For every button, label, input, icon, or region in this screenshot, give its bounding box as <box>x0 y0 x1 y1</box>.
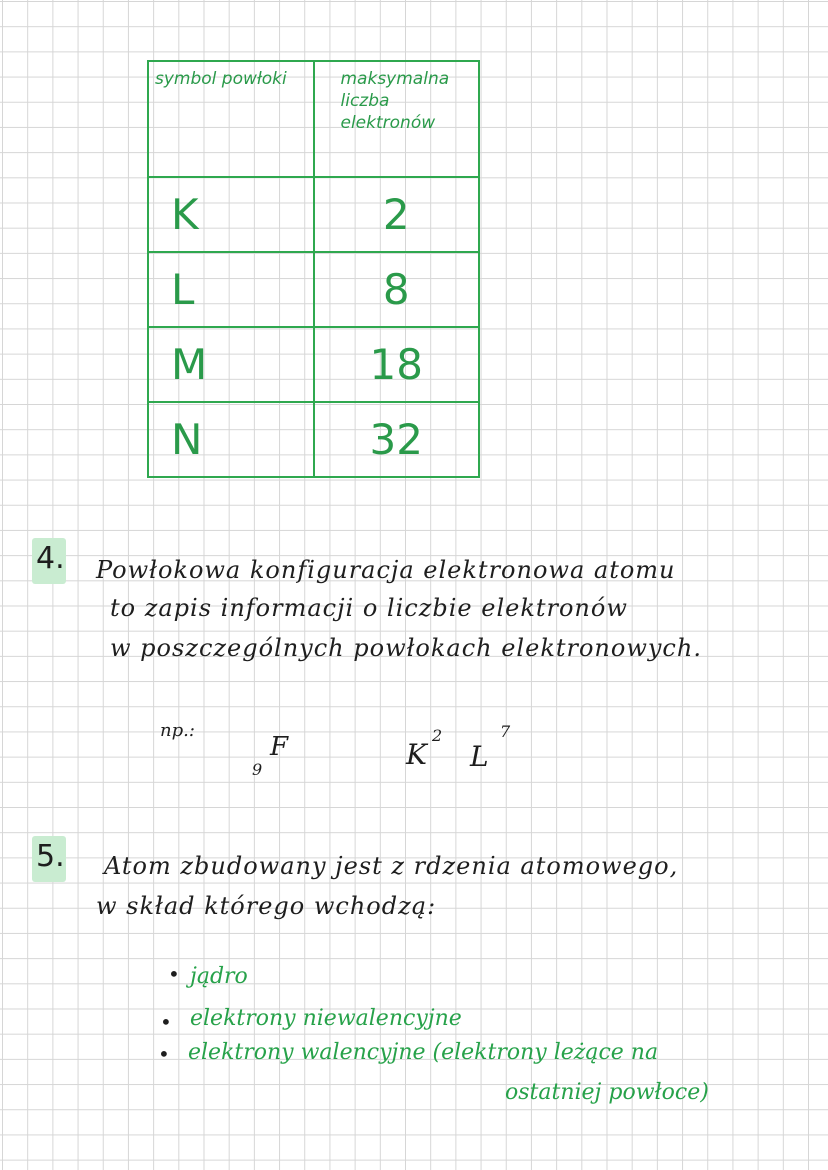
section-4-line-2: to zapis informacji o liczbie elektronów <box>110 594 628 622</box>
table-row <box>148 177 479 252</box>
shell-capacity-table <box>147 60 480 478</box>
bullet-dot: • <box>168 962 180 986</box>
example-shell-k: K <box>406 738 427 771</box>
table-row <box>148 252 479 327</box>
max-electrons-cell: 8 <box>314 252 480 327</box>
section-4-number: 4. <box>36 541 65 576</box>
shell-symbol-cell: N <box>148 402 314 477</box>
example-label: np.: <box>160 720 195 741</box>
section-4-line-1: Powłokowa konfiguracja elektronowa atomu <box>96 556 676 584</box>
example-shell-k-exponent: 2 <box>432 726 443 745</box>
shell-symbol-cell: L <box>148 252 314 327</box>
example-shell-l: L <box>470 740 489 773</box>
max-electrons-cell: 32 <box>314 402 480 477</box>
example-element-symbol: F <box>270 732 289 762</box>
table-header-row <box>148 61 479 177</box>
section-4-line-3: w poszczególnych powłokach elektronowych. <box>110 634 702 662</box>
max-electrons-cell: 2 <box>314 177 480 252</box>
example-shell-l-exponent: 7 <box>500 722 511 741</box>
shell-symbol-cell: M <box>148 327 314 402</box>
bullet-item-valence-electrons: elektrony walencyjne (elektrony leżące na <box>188 1040 659 1065</box>
section-5-line-1: Atom zbudowany jest z rdzenia atomowego, <box>104 852 679 880</box>
section-5-line-2: w skład którego wchodzą: <box>96 892 437 920</box>
section-5-number: 5. <box>36 839 65 874</box>
shell-symbol-cell: K <box>148 177 314 252</box>
bullet-item-core-electrons: elektrony niewalencyjne <box>190 1006 462 1031</box>
bullet-dot: • <box>160 1010 172 1034</box>
header-shell-symbol: symbol powłoki <box>148 61 314 177</box>
bullet-item-nucleus: jądro <box>190 964 248 989</box>
bullet-dot: • <box>158 1042 170 1066</box>
bullet-item-valence-continuation: ostatniej powłoce) <box>505 1080 709 1105</box>
header-max-electrons: maksymalna liczba elektronów <box>314 61 480 177</box>
table-row <box>148 327 479 402</box>
max-electrons-cell: 18 <box>314 327 480 402</box>
table-row <box>148 402 479 477</box>
example-atomic-number: 9 <box>252 760 263 779</box>
